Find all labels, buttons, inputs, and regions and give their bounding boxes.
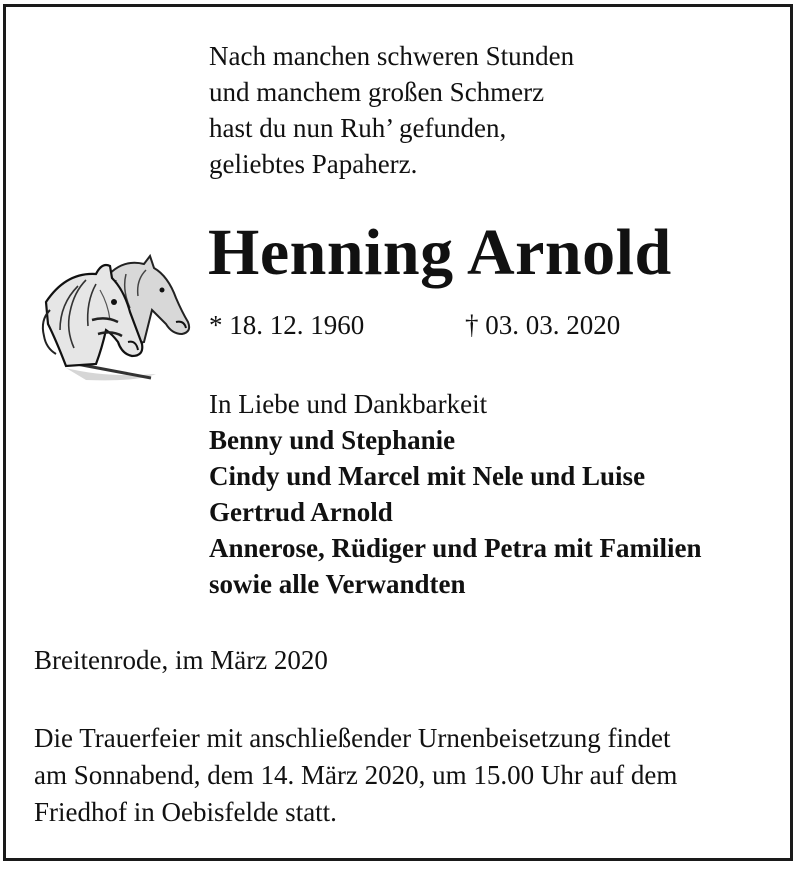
mourner-name: Benny und Stephanie — [209, 425, 456, 455]
place-date: Breitenrode, im März 2020 — [34, 645, 328, 675]
poem-line: hast du nun Ruh’ gefunden, — [209, 113, 507, 143]
birth-date: * 18. 12. 1960 — [209, 310, 365, 340]
poem-line: und manchem großen Schmerz — [209, 77, 545, 107]
mourner-name: Cindy und Marcel mit Nele und Luise — [209, 461, 646, 491]
poem-line: Nach manchen schweren Stunden — [209, 41, 575, 71]
notice-line: am Sonnabend, dem 14. März 2020, um 15.00 Uhr auf dem — [34, 760, 678, 790]
mourners — [209, 386, 702, 602]
poem-line: geliebtes Papaherz. — [209, 149, 418, 179]
mourners-intro: In Liebe und Dankbarkeit — [209, 389, 488, 419]
funeral-notice — [34, 720, 677, 831]
horses-icon — [26, 250, 202, 390]
mourner-name: Gertrud Arnold — [209, 497, 393, 527]
notice-line: Friedhof in Oebisfelde statt. — [34, 797, 337, 827]
deceased-name: Henning Arnold — [208, 216, 672, 289]
poem — [209, 38, 574, 182]
notice-line: Die Trauerfeier mit anschließender Urnenbeisetzung findet — [34, 723, 671, 753]
death-date: † 03. 03. 2020 — [465, 310, 621, 340]
mourner-name: Annerose, Rüdiger und Petra mit Familien — [209, 533, 702, 563]
mourner-name: sowie alle Verwandten — [209, 569, 466, 599]
